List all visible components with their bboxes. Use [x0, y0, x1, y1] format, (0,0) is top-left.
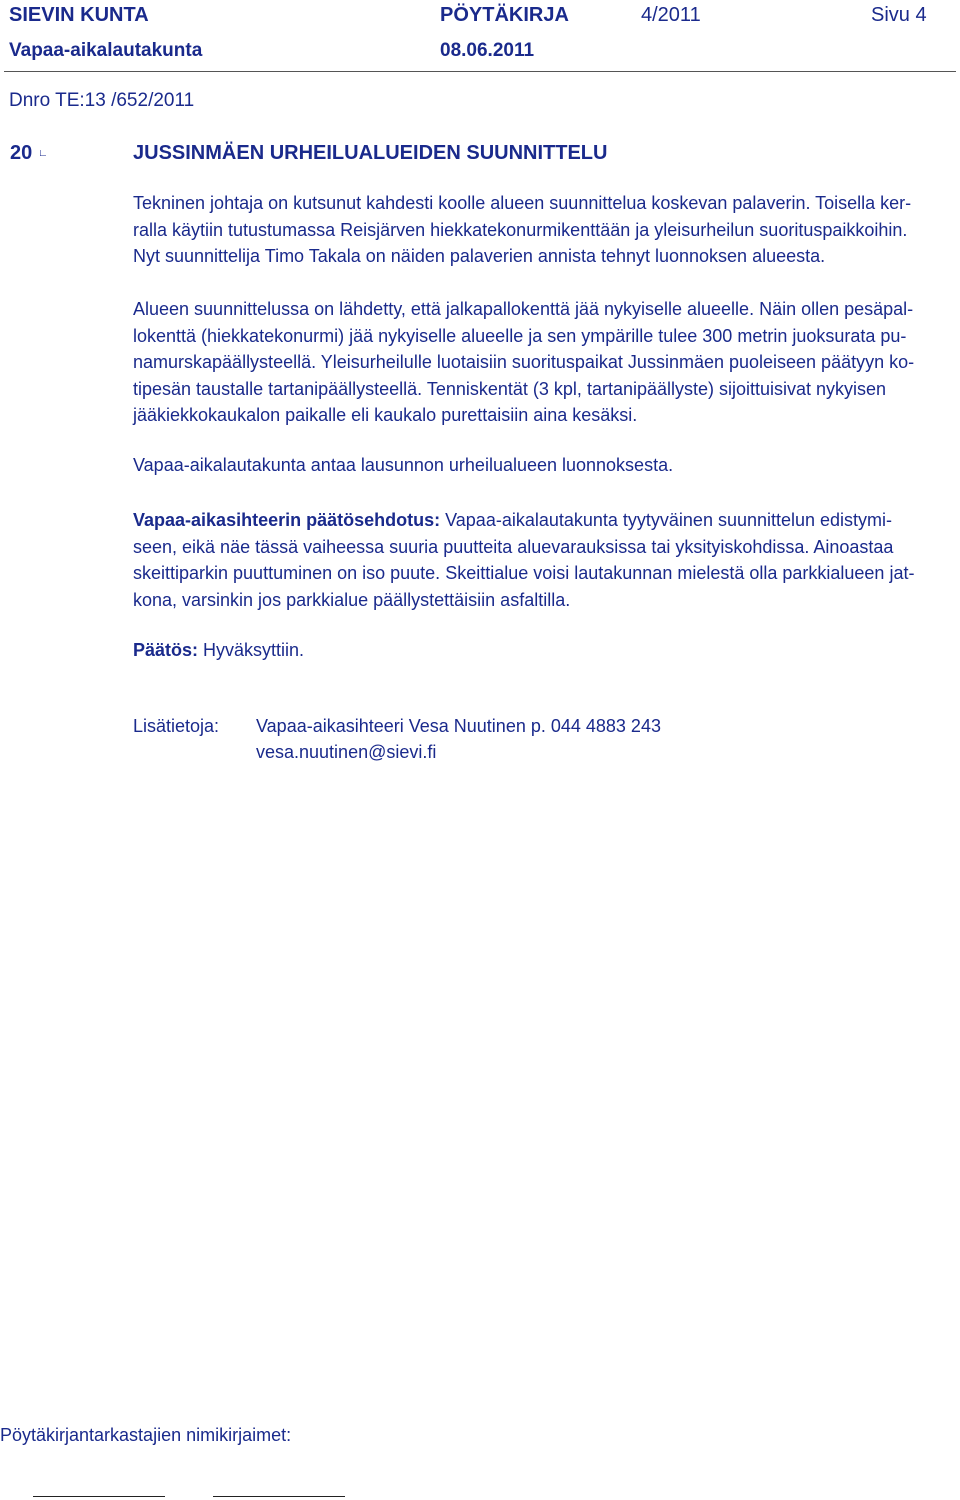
contact-email: vesa.nuutinen@sievi.fi	[256, 742, 437, 762]
proposal-text: Vapaa-aikalautakunta tyytyväinen suunnittelun edistymi-	[440, 510, 893, 530]
text-line: skeittiparkin puuttuminen on iso puute. Skeittialue voisi lautakunnan mielestä olla parkkialueen jat-	[133, 563, 915, 583]
signature-line	[213, 1496, 345, 1497]
decision-text: Hyväksyttiin.	[198, 640, 305, 660]
text-line	[133, 637, 953, 664]
section-number: 20	[10, 142, 33, 164]
paragraph-decision	[133, 637, 953, 664]
decision-label: Päätös:	[133, 640, 199, 660]
info-label: Lisätietoja:	[133, 716, 220, 736]
text-line: tipesän taustalle tartanipäällysteellä. Tenniskentät (3 kpl, tartanipäällyste) sijoittuisivat nykyisen	[133, 378, 887, 399]
text-line: ralla käytiin tutustumassa Reisjärven hiekkatekonurmikenttään ja yleisurheilun suorituspaikkoihin.	[133, 219, 908, 240]
doc-type: PÖYTÄKIRJA	[440, 4, 569, 26]
paragraph-background	[133, 190, 953, 270]
page-number: Sivu 4	[871, 4, 927, 26]
header-divider	[4, 71, 956, 72]
record-number: Dnro TE:13 /652/2011	[9, 90, 195, 111]
text-line	[133, 507, 953, 534]
text-line: lokenttä (hiekkatekonurmi) jää nykyiselle alueelle ja sen ympärille tulee 300 metrin juoksurata pu-	[133, 325, 907, 346]
section-corner-mark	[40, 150, 46, 156]
paragraph-statement	[133, 452, 953, 479]
org-name: SIEVIN KUNTA	[9, 4, 149, 26]
text-line: jääkiekkokaukalon paikalle eli kaukalo purettaisiin aina kesäksi.	[133, 405, 638, 425]
text-line: Alueen suunnittelussa on lähdetty, että jalkapallokenttä jää nykyiselle alueelle. Näin ollen pesäpal-	[133, 299, 914, 319]
paragraph-plan-description	[133, 296, 953, 429]
text-line: kona, varsinkin jos parkkialue päällystettäisiin asfaltilla.	[133, 589, 571, 610]
text-line: namurskapäällysteellä. Yleisurheilulle luotaisiin suorituspaikat Jussinmäen puoleiseen päätyyn ko-	[133, 352, 915, 372]
text-line: Tekninen johtaja on kutsunut kahdesti koolle alueen suunnittelua koskevan palaverin. Toisella ker-	[133, 193, 912, 213]
meeting-date: 08.06.2011	[440, 40, 535, 61]
proposal-label: Vapaa-aikasihteerin päätösehdotus:	[133, 510, 441, 530]
paragraph-proposal	[133, 507, 953, 613]
contact-person: Vapaa-aikasihteeri Vesa Nuutinen p. 044 4883 243	[256, 716, 661, 736]
section-title: JUSSINMÄEN URHEILUALUEIDEN SUUNNITTELU	[133, 142, 608, 164]
text-line: Vapaa-aikalautakunta antaa lausunnon urheilualueen luonnoksesta.	[133, 455, 674, 475]
text-line: Nyt suunnittelija Timo Takala on näiden palaverien annista tehnyt luonnoksen alueesta.	[133, 246, 826, 266]
reviewers-initials-label: Pöytäkirjantarkastajien nimikirjaimet:	[0, 1425, 292, 1445]
committee-name: Vapaa-aikalautakunta	[9, 40, 203, 61]
text-line: seen, eikä näe tässä vaiheessa suuria puutteita aluevarauksissa tai yksityiskohdissa. Ainoastaa	[133, 536, 894, 557]
protocol-number: 4/2011	[641, 4, 701, 26]
signature-line	[33, 1496, 165, 1497]
